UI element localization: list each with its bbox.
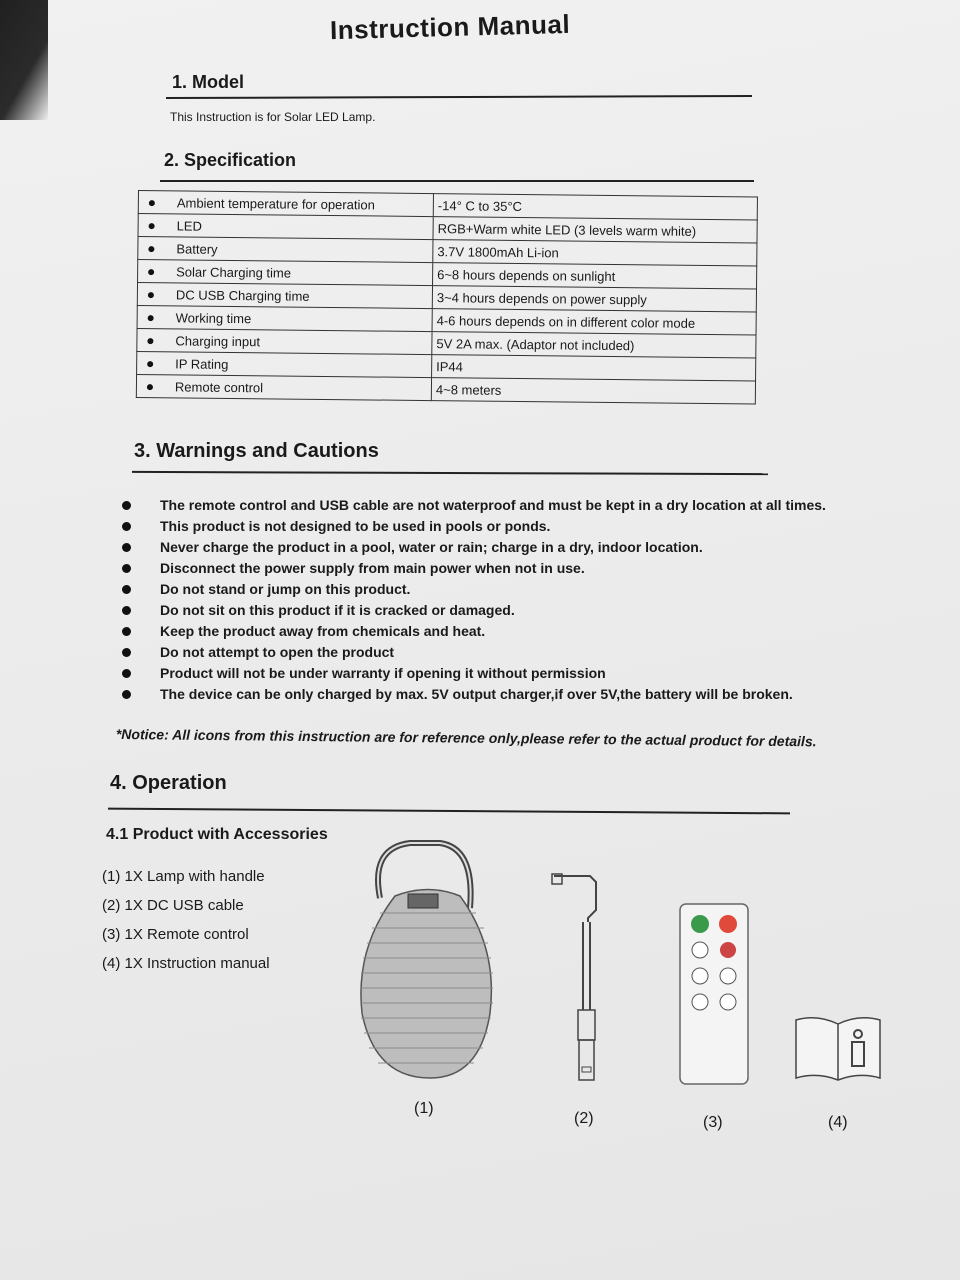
spec-heading: 2. Specification <box>164 150 297 170</box>
usb-cable-illustration <box>550 870 610 1085</box>
bullet-icon <box>122 543 131 552</box>
spec-key: DC USB Charging time <box>175 286 310 304</box>
bullet-icon <box>122 522 131 531</box>
bullet-icon <box>122 585 131 594</box>
warning-text: Product will not be under warranty if opening it without permission <box>160 665 606 681</box>
spec-key-cell <box>137 328 432 354</box>
operation-subheading: 4.1 Product with Accessories <box>106 826 328 843</box>
warning-item <box>120 558 840 578</box>
spec-key-cell <box>138 191 433 217</box>
notice-text: *Notice: All icons from this instruction are for reference only,please refer to the actual product for details. <box>115 726 817 750</box>
warning-text: Do not sit on this product if it is cracked or damaged. <box>160 602 515 618</box>
spec-value: IP44 <box>432 355 756 381</box>
model-heading: 1. Model <box>172 72 245 92</box>
warning-text: Disconnect the power supply from main power when not in use. <box>160 560 585 576</box>
bullet-icon <box>148 315 154 321</box>
warnings-heading: 3. Warnings and Cautions <box>134 440 379 462</box>
warning-text: This product is not designed to be used in pools or ponds. <box>160 518 551 534</box>
spec-value: 3.7V 1800mAh Li-ion <box>433 240 757 266</box>
spec-key: LED <box>176 217 203 234</box>
bullet-icon <box>147 338 153 344</box>
spec-key-cell <box>138 237 433 263</box>
warnings-list <box>120 495 840 705</box>
warning-text: Never charge the product in a pool, water or rain; charge in a dry, indoor location. <box>160 539 703 555</box>
bullet-icon <box>148 292 154 298</box>
warning-text: Keep the product away from chemicals and heat. <box>160 623 486 639</box>
spec-value: 3~4 hours depends on power supply <box>432 286 756 312</box>
warning-text: The device can be only charged by max. 5V output charger,if over 5V,the battery will be broken. <box>160 686 793 702</box>
bullet-icon <box>122 648 131 657</box>
bullet-icon <box>122 606 131 615</box>
spec-key-cell <box>138 214 433 240</box>
bullet-icon <box>122 564 131 573</box>
manual-book-icon <box>792 1012 884 1084</box>
page-title: Instruction Manual <box>329 8 571 46</box>
bullet-icon <box>147 384 153 390</box>
bullet-icon <box>148 269 154 275</box>
bullet-icon <box>149 223 155 229</box>
caption-3: (3) <box>703 1114 723 1131</box>
spec-key-cell <box>138 260 433 286</box>
spec-key-cell <box>137 351 432 377</box>
spec-key: Working time <box>175 309 252 326</box>
model-rule <box>166 95 752 99</box>
spec-key-cell <box>136 374 431 400</box>
spec-value: 4~8 meters <box>431 378 755 404</box>
warning-item <box>120 537 840 557</box>
warning-item <box>120 516 840 536</box>
spec-value: RGB+Warm white LED (3 levels warm white) <box>433 217 757 243</box>
spec-value: 6~8 hours depends on sunlight <box>433 263 757 289</box>
accessory-item: (2) 1X DC USB cable <box>102 897 244 914</box>
lamp-illustration <box>350 838 510 1088</box>
bullet-icon <box>122 669 131 678</box>
bullet-icon <box>149 200 155 206</box>
warning-item <box>120 600 840 620</box>
spec-value: -14° C to 35°C <box>433 194 757 220</box>
model-text: This Instruction is for Solar LED Lamp. <box>170 110 376 124</box>
spec-key: Remote control <box>174 378 264 395</box>
bullet-icon <box>122 627 131 636</box>
spec-rule <box>160 180 754 182</box>
operation-rule <box>108 808 790 815</box>
bullet-icon <box>148 246 154 252</box>
accessory-list <box>102 868 270 984</box>
warning-item <box>120 579 840 599</box>
caption-4: (4) <box>828 1114 848 1131</box>
bullet-icon <box>147 361 153 367</box>
warning-item <box>120 495 840 515</box>
spec-value: 5V 2A max. (Adaptor not included) <box>432 332 756 358</box>
warning-item <box>120 642 840 662</box>
spec-key: Solar Charging time <box>176 263 292 281</box>
warning-item <box>120 684 840 704</box>
spec-key: Charging input <box>175 332 261 349</box>
warning-item <box>120 621 840 641</box>
remote-illustration <box>678 902 752 1088</box>
accessory-item: (3) 1X Remote control <box>102 926 249 943</box>
spec-value: 4-6 hours depends on in different color mode <box>432 309 756 335</box>
spec-key: Ambient temperature for operation <box>176 194 375 212</box>
bullet-icon <box>122 501 131 510</box>
caption-1: (1) <box>414 1100 434 1117</box>
warning-text: The remote control and USB cable are not waterproof and must be kept in a dry location at all times. <box>160 497 826 513</box>
warning-text: Do not stand or jump on this product. <box>160 581 411 597</box>
spec-key-cell <box>137 305 432 331</box>
spec-key: IP Rating <box>175 355 229 372</box>
background-edge <box>0 0 48 120</box>
operation-heading: 4. Operation <box>110 772 227 794</box>
caption-2: (2) <box>574 1110 594 1127</box>
warning-text: Do not attempt to open the product <box>160 644 395 660</box>
warning-item <box>120 663 840 683</box>
spec-key: Battery <box>176 240 218 257</box>
accessory-item: (1) 1X Lamp with handle <box>102 868 265 885</box>
accessory-item: (4) 1X Instruction manual <box>102 955 270 972</box>
spec-table <box>136 190 758 404</box>
bullet-icon <box>122 690 131 699</box>
warnings-rule <box>132 471 768 475</box>
spec-key-cell <box>137 283 432 309</box>
